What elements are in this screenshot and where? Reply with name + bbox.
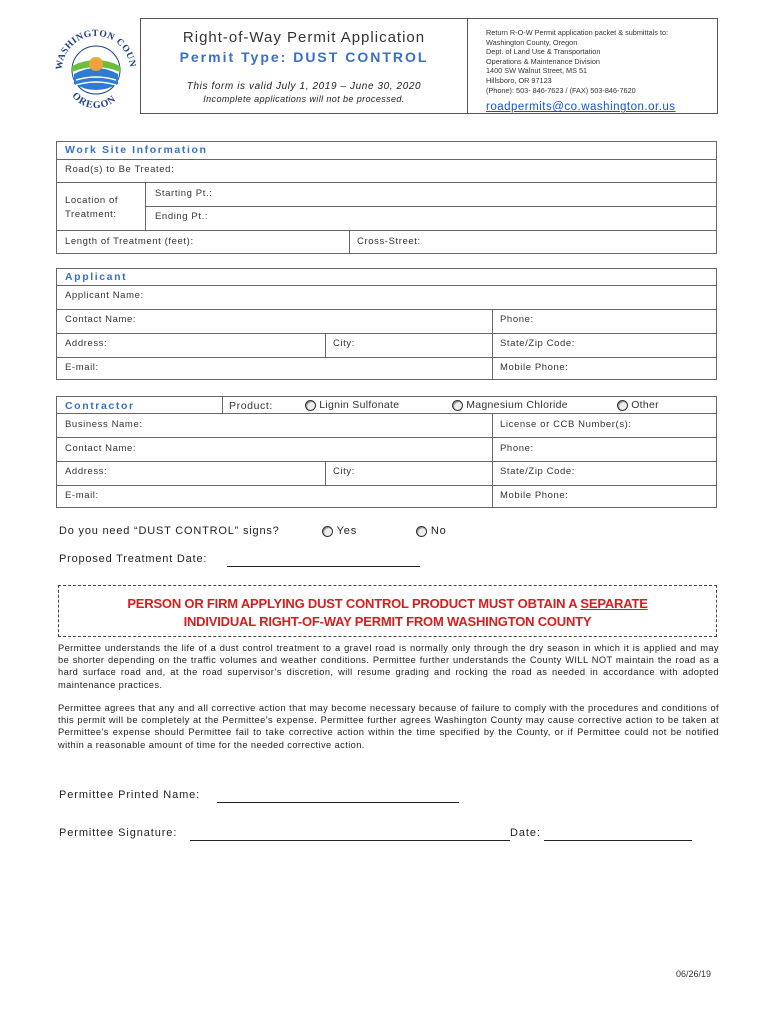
return-line: Washington County, Oregon [486, 37, 578, 47]
applicant-contact-label: Contact Name: [65, 314, 137, 325]
signs-yes-label: Yes [336, 525, 358, 537]
business-name-label: Business Name: [65, 419, 143, 430]
work-site-title: Work Site Information [65, 144, 208, 156]
warning-line-2: INDIVIDUAL RIGHT-OF-WAY PERMIT FROM WASHINGTON COUNTY [183, 614, 592, 629]
product-option-lignin[interactable] [305, 399, 399, 411]
svg-text:OREGON: OREGON [69, 90, 119, 112]
incomplete-note: Incomplete applications will not be processed. [203, 94, 405, 104]
signs-no-option[interactable] [416, 525, 447, 537]
signs-question: Do you need “DUST CONTROL” signs? [59, 525, 280, 537]
contractor-state-zip-label: State/Zip Code: [500, 466, 576, 477]
contractor-city-label: City: [333, 466, 355, 477]
printed-name-label: Permittee Printed Name: [59, 789, 201, 801]
product-option-magnesium[interactable] [452, 399, 568, 411]
warning-box [58, 585, 717, 637]
radio-icon[interactable] [416, 526, 427, 537]
contractor-section [56, 396, 717, 508]
signature-label: Permittee Signature: [59, 827, 178, 839]
printed-name-line[interactable] [217, 802, 459, 803]
signs-no-label: No [430, 525, 447, 537]
applicant-state-zip-label: State/Zip Code: [500, 338, 576, 349]
product-option-other[interactable] [617, 399, 659, 411]
cross-street-label: Cross-Street: [357, 236, 421, 247]
title-box [140, 18, 468, 114]
length-label: Length of Treatment (feet): [65, 236, 194, 247]
treatment-date-line[interactable] [227, 566, 420, 567]
contractor-mobile-label: Mobile Phone: [500, 490, 569, 501]
contractor-email-label: E-mail: [65, 490, 99, 501]
applicant-name-label: Applicant Name: [65, 290, 144, 301]
return-address-box [468, 18, 718, 114]
applicant-address-label: Address: [65, 338, 108, 349]
ending-point-label: Ending Pt.: [155, 211, 209, 222]
signature-line[interactable] [190, 840, 510, 841]
applicant-email-label: E-mail: [65, 362, 99, 373]
location-label: Location of Treatment: [65, 195, 119, 220]
product-option-label: Other [631, 399, 659, 411]
washington-county-logo-icon [52, 22, 140, 114]
permit-type: Permit Type: DUST CONTROL [179, 49, 429, 65]
return-line: Return R-O-W Permit application packet & submittals to: [486, 28, 669, 37]
date-label: Date: [510, 827, 541, 839]
applicant-city-label: City: [333, 338, 355, 349]
treatment-date-label: Proposed Treatment Date: [59, 553, 208, 565]
signs-yes-option[interactable] [322, 525, 357, 537]
product-option-label: Lignin Sulfonate [319, 399, 400, 411]
return-line: Hillsboro, OR 97123 [486, 75, 552, 85]
warning-line-1: PERSON OR FIRM APPLYING DUST CONTROL PRODUCT MUST OBTAIN A SEPARATE [127, 596, 648, 611]
contractor-title: Contractor [65, 400, 135, 412]
contractor-contact-label: Contact Name: [65, 443, 137, 454]
applicant-phone-label: Phone: [500, 314, 534, 325]
footer-date: 06/26/19 [676, 969, 712, 979]
email-link[interactable]: roadpermits@co.washington.or.us [486, 101, 676, 114]
starting-point-label: Starting Pt.: [155, 188, 213, 199]
applicant-section [56, 268, 717, 380]
applicant-title: Applicant [65, 271, 128, 283]
return-line: Dept. of Land Use & Transportation [486, 47, 601, 57]
contractor-phone-label: Phone: [500, 443, 534, 454]
svg-text:WASHINGTON COUNTY: WASHINGTON COUN [54, 28, 138, 71]
radio-icon[interactable] [322, 526, 333, 537]
paragraph-1: Permittee understands the life of a dust control treatment to a gravel road is normally only through the dry season in which it is applied and may be shorter depending on the traffic volumes and weather conditions. Permittee further understands the County WILL NOT maintain the road as a hard surface road and, at the road supervisor’s discretion, will resume grading and rocking the road as needed in accordance with adopted maintenance practices. [58, 643, 719, 690]
product-label: Product: [229, 400, 273, 412]
return-line: 1400 SW Walnut Street, MS 51 [486, 66, 588, 76]
return-line: Operations & Maintenance Division [486, 56, 600, 66]
work-site-section [56, 141, 717, 254]
license-label: License or CCB Number(s): [500, 419, 632, 430]
paragraph-2: Permittee agrees that any and all corrective action that may become necessary because of failure to comply with the procedures and conditions of this permit will be completely at the Permittee’s expense. Permittee further agrees Washington County may cause corrective action to be taken at Permittee’s expense should Permittee fail to take corrective action within the time specified by the County, or if Permittee could not be notified within a reasonable amount of time for the needed corrective action. [58, 703, 719, 750]
radio-icon[interactable] [617, 400, 628, 411]
return-line: (Phone): 503- 846-7623 / (FAX) 503-846-7620 [486, 85, 636, 95]
contractor-address-label: Address: [65, 466, 108, 477]
radio-icon[interactable] [305, 400, 316, 411]
date-line[interactable] [544, 840, 692, 841]
radio-icon[interactable] [452, 400, 463, 411]
validity-note: This form is valid July 1, 2019 – June 30, 2020 [186, 81, 422, 92]
roads-label: Road(s) to Be Treated: [65, 164, 175, 175]
applicant-mobile-label: Mobile Phone: [500, 362, 569, 373]
product-option-label: Magnesium Chloride [466, 399, 568, 411]
page-title: Right-of-Way Permit Application [182, 29, 426, 46]
